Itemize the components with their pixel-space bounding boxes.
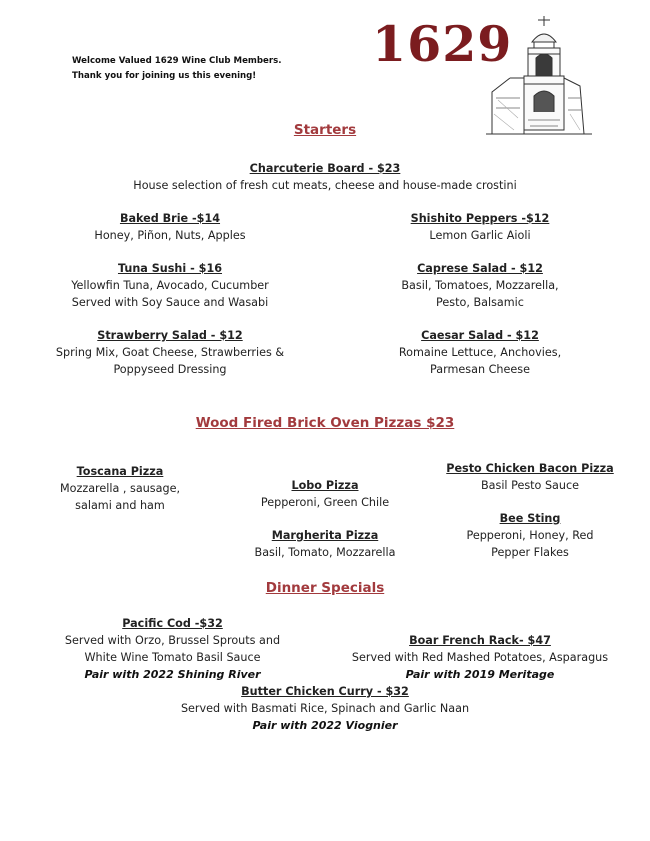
menu-item-pesto-chicken-bacon-pizza [420, 460, 640, 494]
section-title-dinner-specials: Dinner Specials [265, 580, 385, 596]
item-title: Caesar Salad - $12 [421, 329, 539, 342]
item-title: Lobo Pizza [291, 479, 359, 492]
item-description: House selection of fresh cut meats, cheese and house-made crostini [133, 179, 517, 192]
item-description-2: Pepper Flakes [491, 546, 569, 559]
item-description: Honey, Piñon, Nuts, Apples [94, 229, 246, 242]
menu-item-boar-french-rack [330, 632, 630, 683]
item-description: Lemon Garlic Aioli [429, 229, 531, 242]
item-description-1: Basil, Tomatoes, Mozzarella, [401, 279, 559, 292]
menu-item-margherita-pizza [225, 527, 425, 561]
menu-item-butter-chicken-curry [0, 683, 650, 734]
menu-item-caprese [360, 260, 600, 311]
wine-pairing: Pair with 2022 Viognier [252, 719, 398, 732]
item-title: Boar French Rack- $47 [409, 634, 551, 647]
menu-item-strawberry-salad [40, 327, 300, 378]
item-description: Served with Basmati Rice, Spinach and Garlic Naan [180, 702, 470, 715]
item-description-1: Romaine Lettuce, Anchovies, [398, 346, 562, 359]
menu-item-pacific-cod [40, 615, 305, 683]
welcome-line-1: Welcome Valued 1629 Wine Club Members. [72, 56, 282, 66]
menu-item-lobo-pizza [225, 477, 425, 511]
item-description-1: Yellowfin Tuna, Avocado, Cucumber [71, 279, 269, 292]
item-title: Strawberry Salad - $12 [97, 329, 243, 342]
item-title: Butter Chicken Curry - $32 [241, 685, 409, 698]
section-title-pizzas: Wood Fired Brick Oven Pizzas $23 [195, 415, 455, 431]
wine-pairing: Pair with 2019 Meritage [405, 668, 555, 681]
menu-item-tuna-sushi [40, 260, 300, 311]
item-title: Margherita Pizza [271, 529, 379, 542]
item-description-1: Served with Orzo, Brussel Sprouts and [64, 634, 281, 647]
item-description-2: salami and ham [75, 499, 165, 512]
item-description-1: Spring Mix, Goat Cheese, Strawberries & [55, 346, 285, 359]
menu-item-bee-sting-pizza [430, 510, 630, 561]
item-title: Charcuterie Board - $23 [249, 162, 401, 175]
brand-logo-text: 1629 [372, 15, 513, 73]
item-description: Served with Red Mashed Potatoes, Asparagus [351, 651, 609, 664]
item-title: Toscana Pizza [76, 465, 164, 478]
menu-item-shishito [360, 210, 600, 244]
item-description: Pepperoni, Green Chile [260, 496, 390, 509]
item-description-1: Mozzarella , sausage, [59, 482, 181, 495]
item-description-2: Pesto, Balsamic [436, 296, 524, 309]
item-description: Basil Pesto Sauce [480, 479, 580, 492]
item-description-2: Served with Soy Sauce and Wasabi [71, 296, 269, 309]
item-description: Basil, Tomato, Mozzarella [254, 546, 396, 559]
item-description-2: Parmesan Cheese [430, 363, 530, 376]
welcome-line-2: Thank you for joining us this evening! [72, 71, 257, 81]
wine-pairing: Pair with 2022 Shining River [84, 668, 261, 681]
menu-item-caesar-salad [360, 327, 600, 378]
welcome-message [72, 54, 281, 84]
item-title: Pesto Chicken Bacon Pizza [446, 462, 614, 475]
menu-item-charcuterie [0, 160, 650, 194]
item-description-1: Pepperoni, Honey, Red [466, 529, 594, 542]
menu-item-baked-brie [50, 210, 290, 244]
section-title-starters: Starters [293, 122, 357, 138]
item-title: Tuna Sushi - $16 [117, 262, 223, 275]
item-title: Caprese Salad - $12 [417, 262, 543, 275]
item-title: Pacific Cod -$32 [122, 617, 223, 630]
item-title: Baked Brie -$14 [119, 212, 221, 225]
item-title: Shishito Peppers -$12 [410, 212, 550, 225]
item-title: Bee Sting [499, 512, 561, 525]
item-description-2: White Wine Tomato Basil Sauce [84, 651, 261, 664]
item-description-2: Poppyseed Dressing [113, 363, 227, 376]
menu-item-toscana-pizza [20, 463, 220, 514]
